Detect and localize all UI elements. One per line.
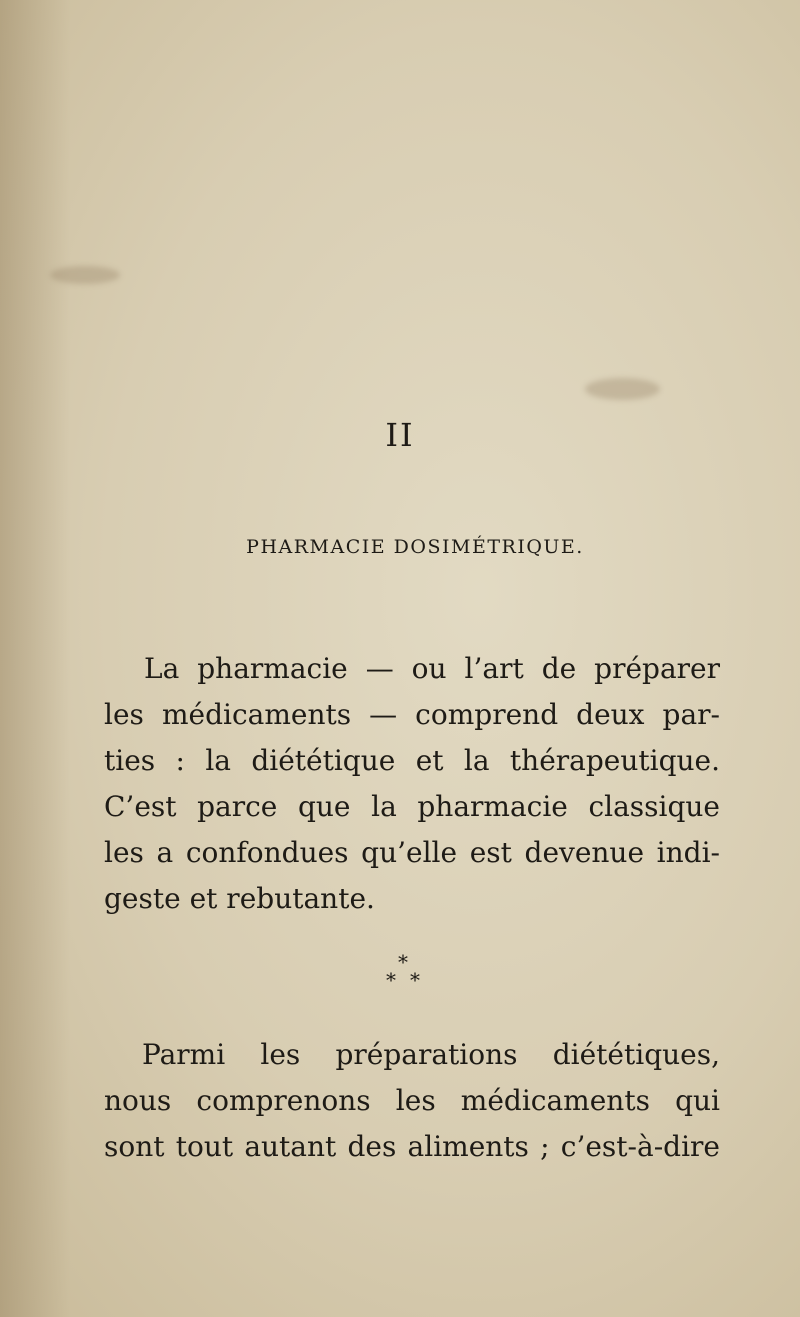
text-line: les médicaments — comprend deux par- [104,698,720,731]
chapter-title: PHARMACIE DOSIMÉTRIQUE. [246,536,584,558]
text-line: les a confondues qu’elle est devenue indi- [104,836,720,869]
text-line: Parmi les préparations diététiques, [142,1038,720,1071]
asterisk: * [398,950,408,974]
asterisk: * [386,968,396,992]
page-edge-shadow [0,0,70,1317]
text-line: sont tout autant des aliments ; c’est-à-dire [104,1130,720,1163]
chapter-number: II [385,416,415,454]
text-line: C’est parce que la pharmacie classique [104,790,720,823]
text-line: ties : la diététique et la thérapeutique. [104,744,720,777]
paper-stain [585,378,660,400]
asterisk: * [410,968,420,992]
text-line: geste et rebutante. [104,882,375,915]
text-line: La pharmacie — ou l’art de préparer [144,652,720,685]
paper-stain [50,266,120,284]
paragraph-1 [104,646,720,922]
text-line: nous comprenons les médicaments qui [104,1084,720,1117]
paragraph-2 [104,1032,720,1170]
asterism [378,950,428,998]
